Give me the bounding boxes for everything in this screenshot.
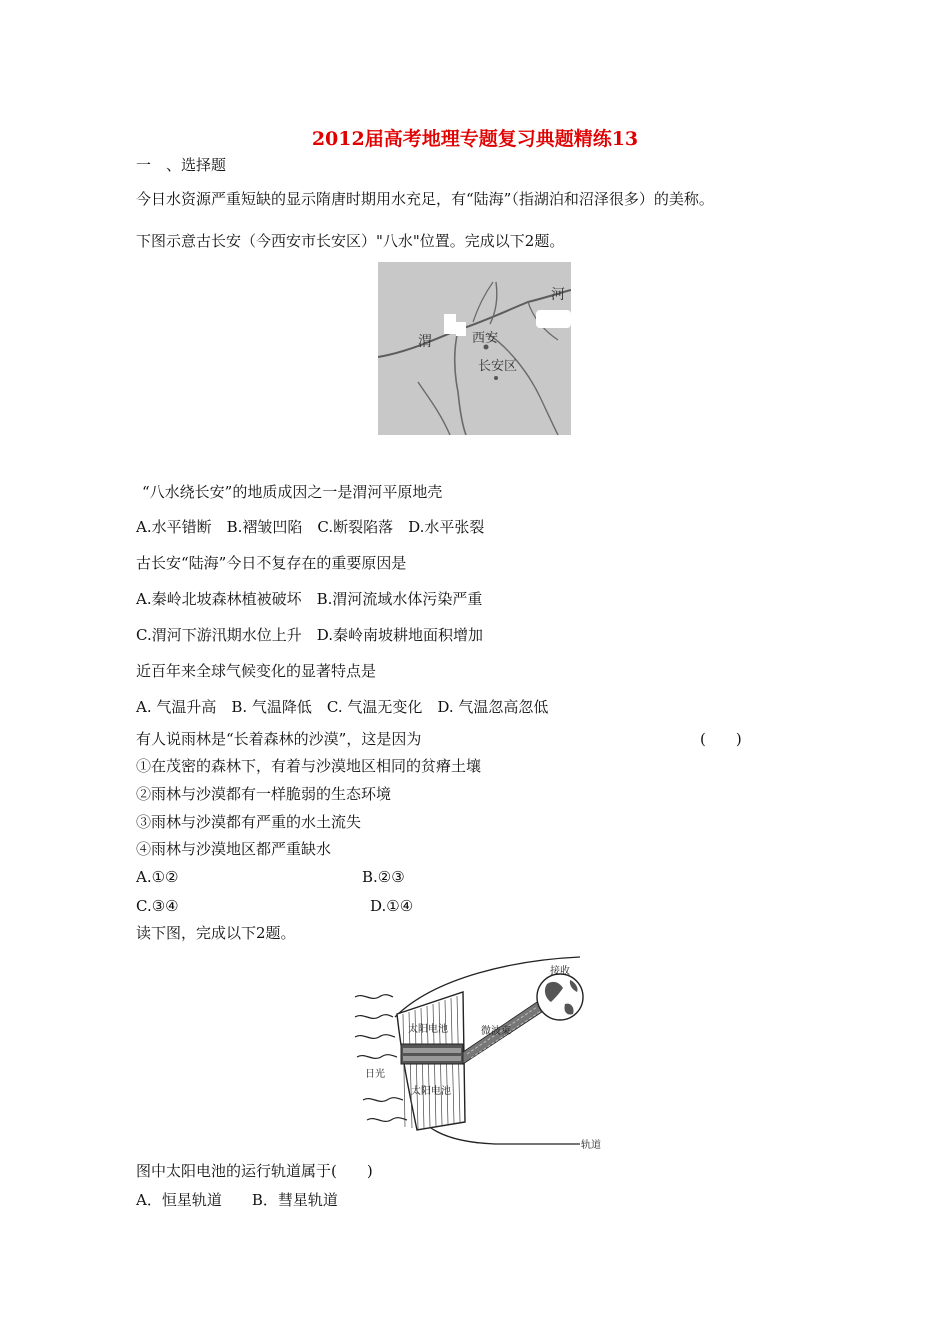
- q4-option-a: A.①②: [136, 868, 179, 886]
- q1-stem: “八水绕长安”的地质成因之一是渭河平原地壳: [142, 483, 443, 501]
- q4-stem: 有人说雨林是“长着森林的沙漠”，这是因为: [136, 730, 422, 748]
- q5-stem: 图中太阳电池的运行轨道属于( ): [136, 1162, 373, 1180]
- map-label-changan: 长安区: [478, 359, 518, 374]
- q2-options-row2: C.渭河下游汛期水位上升 D.秦岭南坡耕地面积增加: [136, 626, 483, 644]
- solar-satellite-diagram: [345, 952, 610, 1157]
- q4-option-c: C.③④: [136, 897, 179, 915]
- label-microwave: 微波束: [481, 1026, 511, 1037]
- q1-options: A.水平错断 B.褶皱凹陷 C.断裂陷落 D.水平张裂: [136, 518, 485, 536]
- label-solar-bottom: 太阳电池: [411, 1086, 451, 1097]
- intro-2: 读下图，完成以下2题。: [136, 924, 296, 942]
- changan-river-map: [378, 262, 571, 435]
- map-label-xian: 西安: [472, 331, 499, 346]
- label-sunlight: 日光: [365, 1069, 385, 1080]
- section-heading: 一 、选择题: [136, 156, 227, 174]
- q4-item-4: ④雨林与沙漠地区都严重缺水: [136, 840, 332, 858]
- q2-stem: 古长安“陆海”今日不复存在的重要原因是: [136, 554, 407, 572]
- q4-option-d: D.①④: [370, 897, 414, 915]
- q2-options-row1: A.秦岭北坡森林植被破坏 B.渭河流域水体污染严重: [136, 590, 483, 608]
- q4-item-1: ①在茂密的森林下，有着与沙漠地区相同的贫瘠土壤: [136, 757, 482, 775]
- q4-item-2: ②雨林与沙漠都有一样脆弱的生态环境: [136, 785, 392, 803]
- page-title: 2012届高考地理专题复习典题精练13: [311, 128, 639, 150]
- q4-answer-bracket: ( ): [700, 730, 742, 748]
- q3-stem: 近百年来全球气候变化的显著特点是: [136, 662, 377, 680]
- map-label-wei: 渭: [418, 334, 432, 350]
- q4-option-b: B.②③: [362, 868, 405, 886]
- intro-line-2: 下图示意古长安（今西安市长安区）"八水"位置。完成以下2题。: [136, 232, 565, 250]
- q4-item-3: ③雨林与沙漠都有严重的水土流失: [136, 813, 362, 831]
- q3-options: A. 气温升高 B. 气温降低 C. 气温无变化 D. 气温忽高忽低: [136, 698, 549, 716]
- label-receive: 接收: [550, 966, 570, 977]
- label-orbit: 轨道: [581, 1140, 601, 1151]
- q5-options: A．恒星轨道 B．彗星轨道: [136, 1191, 338, 1209]
- label-solar-top: 太阳电池: [408, 1024, 448, 1035]
- intro-line-1: 今日水资源严重短缺的显示隋唐时期用水充足，有“陆海”（指湖泊和沼泽很多）的美称。: [136, 190, 714, 208]
- map-label-he: 河: [551, 287, 565, 303]
